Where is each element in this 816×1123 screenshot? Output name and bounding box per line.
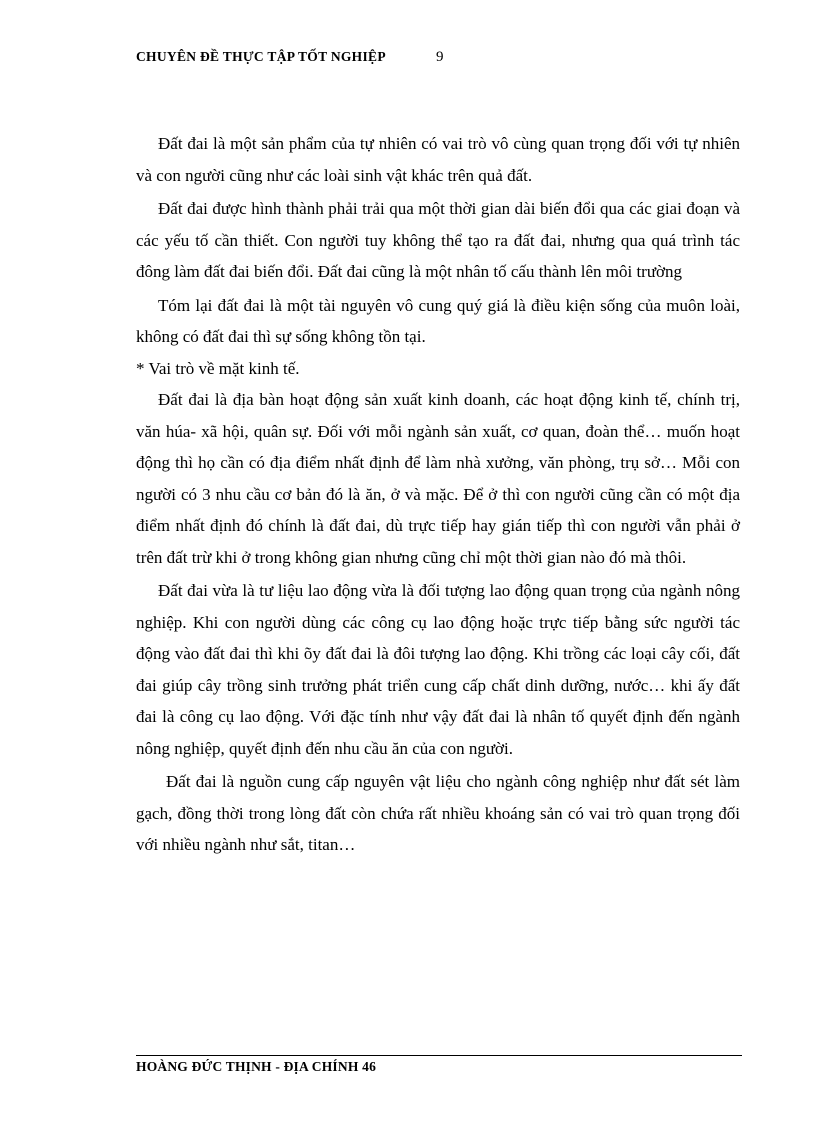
section-heading: * Vai trò về mặt kinh tế. [136, 358, 300, 378]
paragraph: Đất đai là một sản phẩm của tự nhiên có vai trò vô cùng quan trọng đối với tự nhiên và con người cũng như các loài sinh vật khác trên quả đất. [136, 134, 740, 185]
header-title: CHUYÊN ĐỀ THỰC TẬP TỐT NGHIỆP [136, 49, 386, 64]
page-number: 9 [436, 49, 444, 65]
page-header [136, 49, 444, 65]
page-footer: HOÀNG ĐỨC THỊNH - ĐỊA CHÍNH 46 [136, 1059, 377, 1074]
paragraph: Đất đai được hình thành phải trải qua một thời gian dài biến đổi qua các giai đoạn và các yếu tố cần thiết. Con người tuy không thể tạo ra đất đai, nhưng qua quá trình tác đông làm đất đai biến đổi. Đất đai cũng là một nhân tố cấu thành lên môi trường [136, 199, 740, 281]
footer-divider [136, 1055, 742, 1056]
paragraph: Đất đai vừa là tư liệu lao động vừa là đối tượng lao động quan trọng của ngành nông nghiệp. Khi con người dùng các công cụ lao động hoặc trực tiếp bằng sức người tác động vào đất đai thì khi õy đất đai là đôi tượng lao động. Khi trồng các loại cây cối, đất đai giúp cây trồng sinh trưởng phát triển cung cấp chất dinh dưỡng, nước… khi ấy đất đai là công cụ lao động. Với đặc tính như vậy đất đai là nhân tố quyết định đến ngành nông nghiệp, quyết định đến nhu cầu ăn của con người. [136, 581, 740, 758]
paragraph: Đất đai là nguồn cung cấp nguyên vật liệu cho ngành công nghiệp như đất sét làm gạch, đồng thời trong lòng đất còn chứa rất nhiều khoáng sản có vai trò quan trọng đối với nhiều ngành như sắt, titan… [136, 772, 740, 854]
paragraph: Đất đai là địa bàn hoạt động sản xuất kinh doanh, các hoạt động kinh tế, chính trị, văn húa- xã hội, quân sự. Đối với mỗi ngành sản xuất, cơ quan, đoàn thể… muốn hoạt động thì họ cần có địa điểm nhất định để làm nhà xưởng, văn phòng, trụ sở… Mỗi con người có 3 nhu cầu cơ bản đó là ăn, ở và mặc. Để ở thì con người cũng cần có một địa điểm nhất định đó chính là đất đai, dù trực tiếp hay gián tiếp thì con người vẫn phải ở trên đất trừ khi ở trong không gian nhưng cũng chỉ một thời gian nào đó mà thôi. [136, 390, 740, 567]
document-body [136, 128, 740, 861]
paragraph: Tóm lại đất đai là một tài nguyên vô cung quý giá là điều kiện sống của muôn loài, không có đất đai thì sự sống không tồn tại. [136, 295, 740, 346]
